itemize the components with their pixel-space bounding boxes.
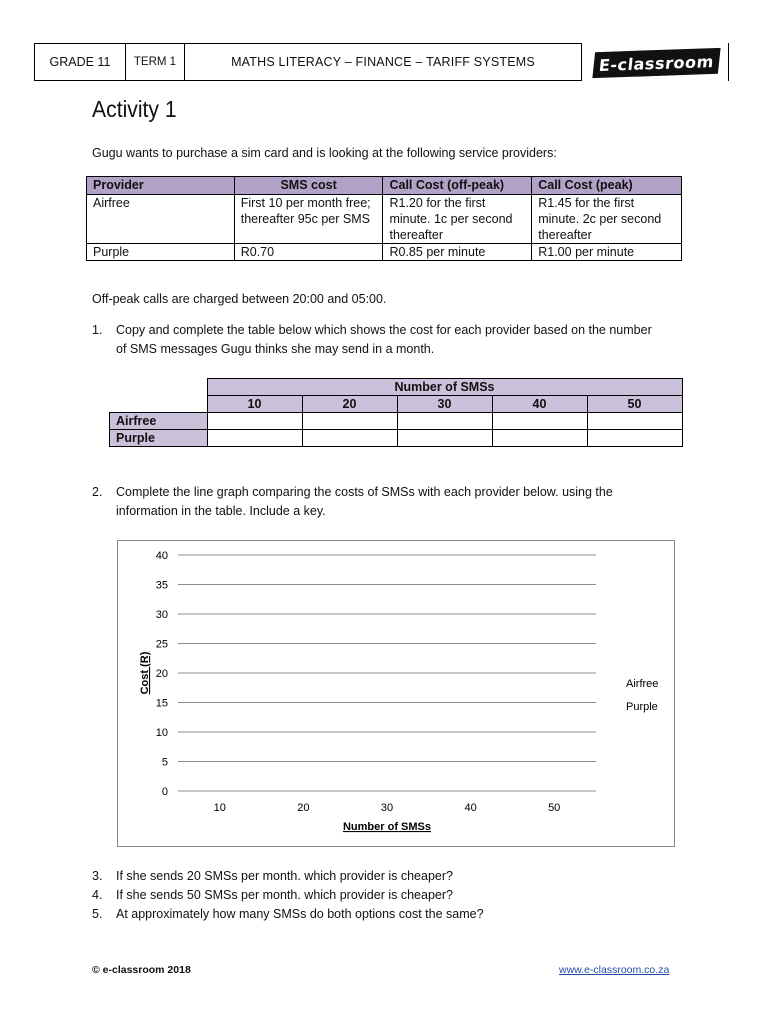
x-tick-label: 20 <box>297 802 310 814</box>
term-label: TERM 1 <box>126 44 185 80</box>
sms-column-50: 50 <box>587 396 682 413</box>
provider-table <box>86 176 682 261</box>
offpeak-note: Off-peak calls are charged between 20:00 and 05:00. <box>92 292 387 306</box>
x-tick-label: 40 <box>464 802 477 814</box>
question-text: If she sends 50 SMSs per month. which provider is cheaper? <box>116 888 453 902</box>
y-tick-label: 10 <box>155 727 168 739</box>
header-call-peak: Call Cost (peak) <box>532 177 682 195</box>
question-number: 1. <box>92 323 103 337</box>
answer-cell[interactable] <box>492 413 587 430</box>
y-axis-title: Cost (R) <box>139 651 151 695</box>
x-tick-label: 50 <box>548 802 561 814</box>
header-sms-cost: SMS cost <box>234 177 383 195</box>
question-text: If she sends 20 SMSs per month. which provider is cheaper? <box>116 869 453 883</box>
sms-column-30: 30 <box>397 396 492 413</box>
sms-column-40: 40 <box>492 396 587 413</box>
document-header <box>34 43 582 81</box>
answer-cell[interactable] <box>302 413 397 430</box>
table-row <box>87 244 682 261</box>
sms-column-20: 20 <box>302 396 397 413</box>
header-call-offpeak: Call Cost (off-peak) <box>383 177 532 195</box>
y-tick-label: 30 <box>155 609 168 621</box>
question-text: At approximately how many SMSs do both options cost the same? <box>116 907 484 921</box>
answer-cell[interactable] <box>207 413 302 430</box>
answer-cell[interactable] <box>302 430 397 447</box>
x-tick-label: 10 <box>213 802 226 814</box>
legend-entry-airfree: Airfree <box>626 678 659 690</box>
answer-cell[interactable] <box>397 413 492 430</box>
grade-label: GRADE 11 <box>35 44 126 80</box>
table-row <box>87 195 682 244</box>
answer-cell[interactable] <box>587 413 682 430</box>
questions-3-5 <box>92 867 652 924</box>
sms-cost-table <box>109 378 683 447</box>
line-graph-frame <box>117 540 675 847</box>
question-text: Complete the line graph comparing the costs of SMSs with each provider below. using the information in the table. Include a key. <box>116 485 613 518</box>
question-number: 5. <box>92 907 103 921</box>
answer-cell[interactable] <box>397 430 492 447</box>
eclassroom-logo: E-classroom <box>592 48 720 78</box>
provider-cell: Airfree <box>87 195 235 244</box>
sms-table-title: Number of SMSs <box>207 379 682 396</box>
y-tick-label: 5 <box>161 756 168 769</box>
row-label-purple: Purple <box>110 430 208 447</box>
y-tick-label: 0 <box>161 786 168 798</box>
sms-cost-cell: First 10 per month free; thereafter 95c per SMS <box>234 195 383 244</box>
sms-column-10: 10 <box>207 396 302 413</box>
peak-cell: R1.45 for the first minute. 2c per second thereafter <box>532 195 682 244</box>
website-link[interactable]: www.e-classroom.co.za <box>559 964 670 976</box>
question-1 <box>92 321 652 359</box>
table-row <box>110 430 683 447</box>
y-tick-label: 40 <box>155 550 168 562</box>
peak-cell: R1.00 per minute <box>532 244 682 261</box>
question-number: 2. <box>92 485 103 499</box>
row-label-airfree: Airfree <box>110 413 208 430</box>
question-2 <box>92 483 652 521</box>
table-row <box>110 413 683 430</box>
sms-cost-cell: R0.70 <box>234 244 383 261</box>
subject-label: MATHS LITERACY – FINANCE – TARIFF SYSTEMS <box>231 55 535 69</box>
x-tick-label: 30 <box>380 802 394 814</box>
answer-cell[interactable] <box>492 430 587 447</box>
offpeak-cell: R0.85 per minute <box>383 244 532 261</box>
y-tick-label: 20 <box>155 668 168 680</box>
intro-text: Gugu wants to purchase a sim card and is looking at the following service providers: <box>92 146 557 160</box>
legend-entry-purple: Purple <box>626 701 658 713</box>
y-tick-label: 25 <box>155 638 168 651</box>
copyright-text: © e-classroom 2018 <box>92 964 191 976</box>
y-tick-label: 15 <box>155 697 168 710</box>
provider-cell: Purple <box>87 244 235 261</box>
question-number: 4. <box>92 888 103 902</box>
activity-title: Activity 1 <box>92 96 177 122</box>
answer-cell[interactable] <box>587 430 682 447</box>
line-graph <box>118 541 674 846</box>
x-axis-title: Number of SMSs <box>342 821 432 833</box>
header-provider: Provider <box>87 177 235 195</box>
y-tick-label: 35 <box>155 579 168 592</box>
offpeak-cell: R1.20 for the first minute. 1c per second thereafter <box>383 195 532 244</box>
question-text: Copy and complete the table below which shows the cost for each provider based on the number of SMS messages Gugu thinks she may send in a month. <box>116 323 652 356</box>
question-number: 3. <box>92 869 103 883</box>
answer-cell[interactable] <box>207 430 302 447</box>
